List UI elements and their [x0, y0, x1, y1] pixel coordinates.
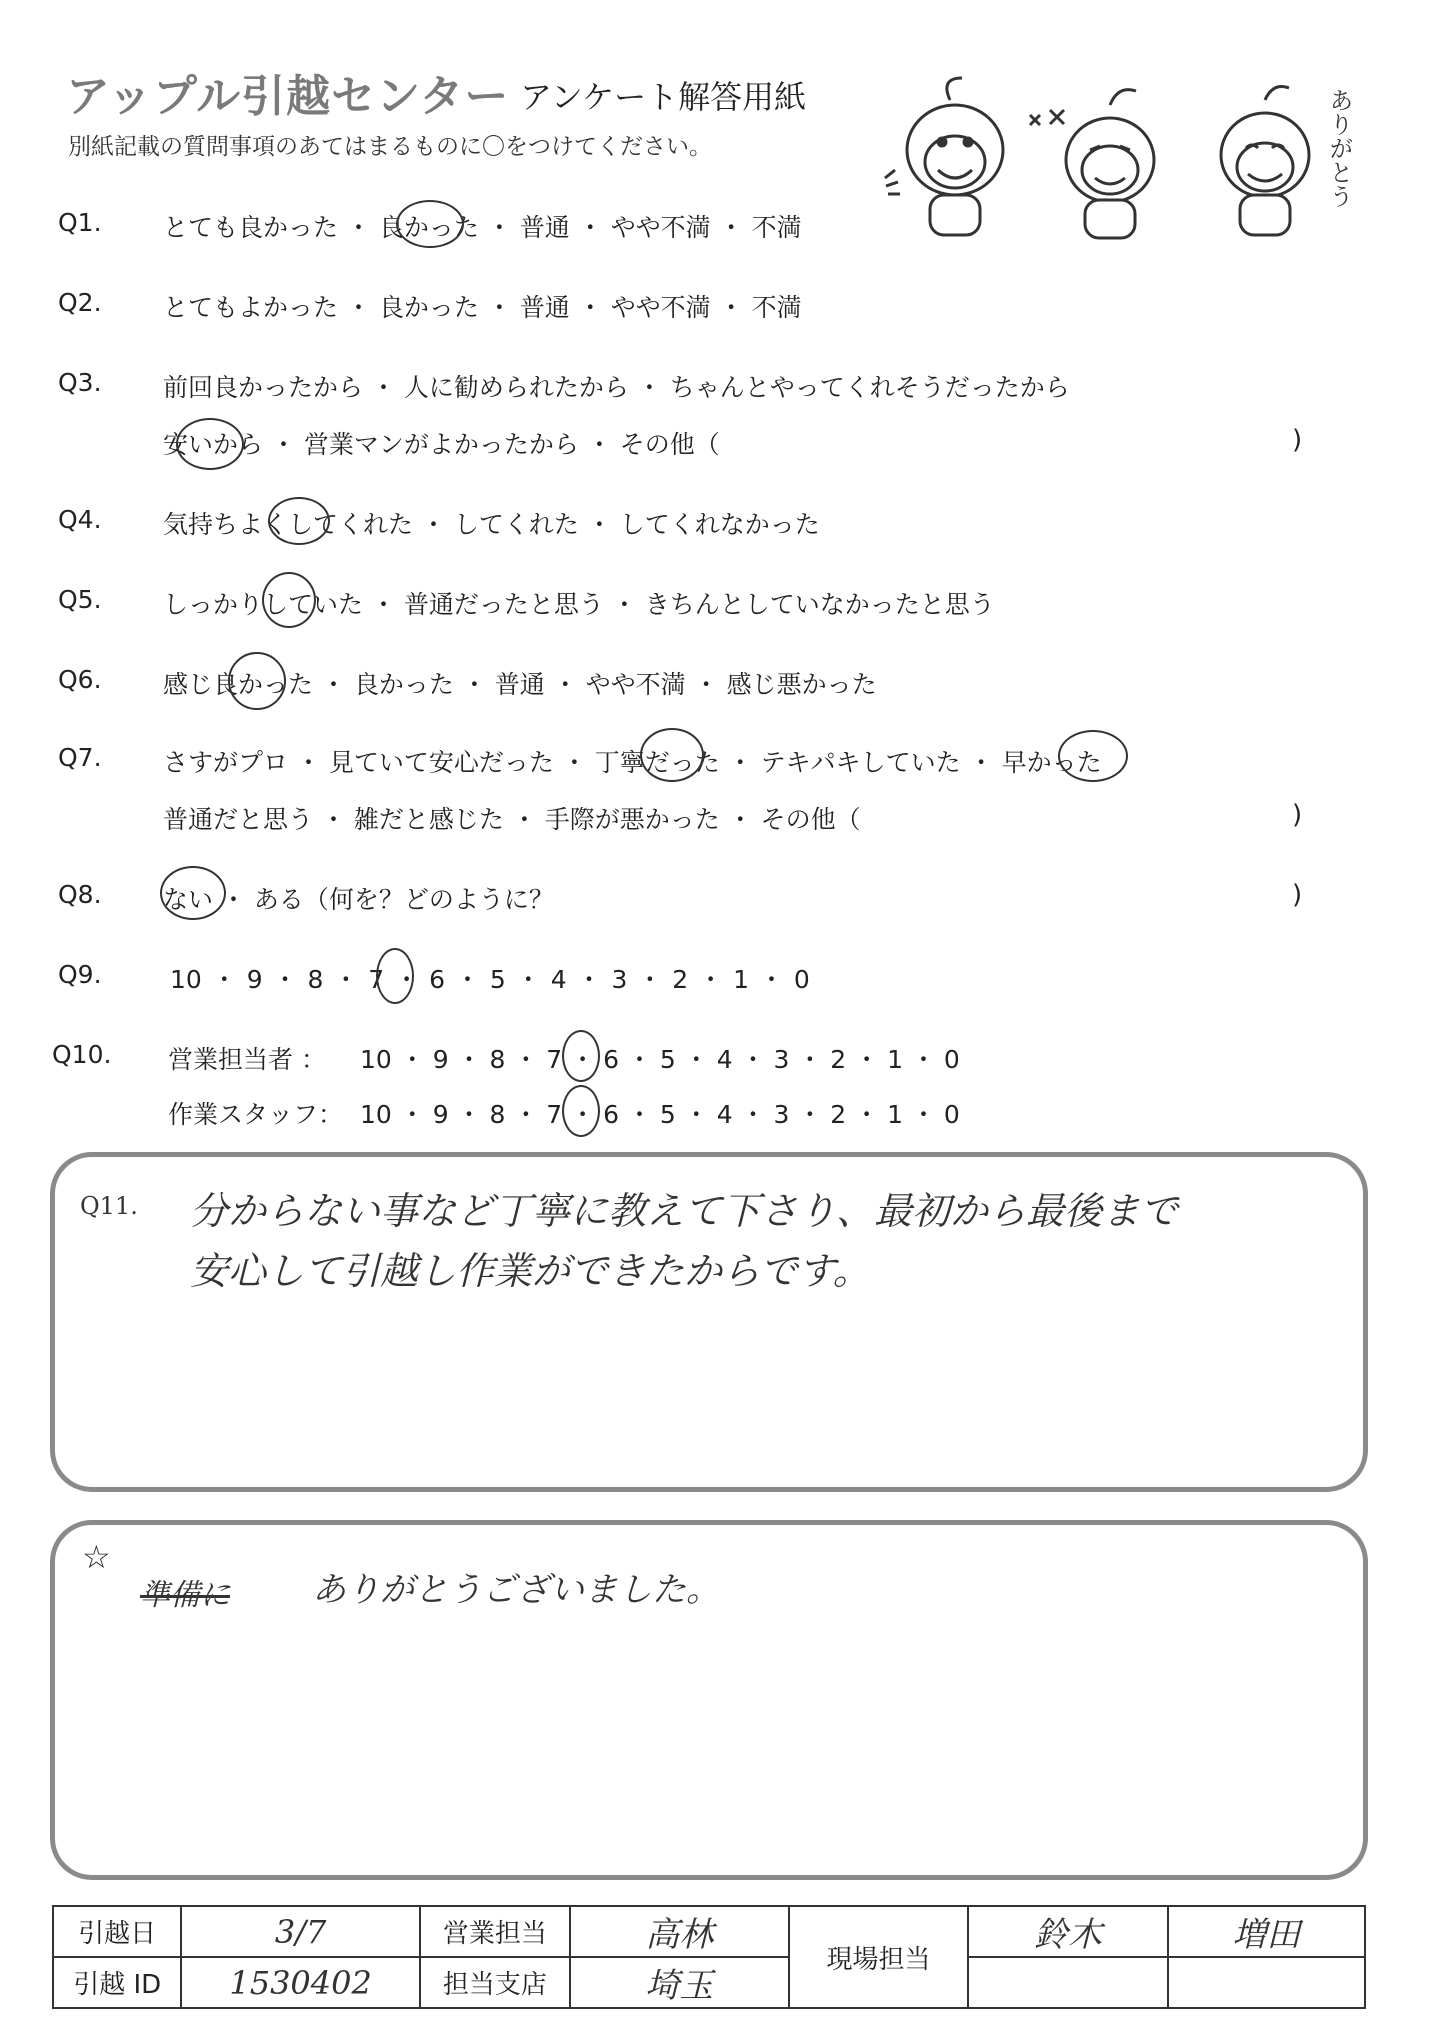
q11-label: Q11.: [80, 1192, 138, 1220]
site-staff-1: 鈴木: [968, 1906, 1167, 1957]
message-text: ありがとうございました。: [312, 1570, 720, 1610]
q4-label: Q4.: [58, 505, 102, 534]
sales-label: 営業担当: [420, 1906, 570, 1957]
q10-staff-answer-circle: [562, 1085, 600, 1137]
q10-staff-label: 作業スタッフ：: [168, 1100, 344, 1129]
q10-label: Q10.: [52, 1040, 112, 1069]
q1-answer-circle: [396, 200, 464, 248]
q6-label: Q6.: [58, 665, 102, 694]
q8-options: ない ・ ある（何を？どのように？: [163, 885, 554, 914]
q3-label: Q3.: [58, 368, 102, 397]
q10-sales-label: 営業担当者 ：: [168, 1045, 326, 1074]
q7-options-line2: 普通だと思う ・ 雑だと感じた ・ 手際が悪かった ・ その他（: [163, 805, 861, 834]
q10-sales-scale: 10 ・ 9 ・ 8 ・ 7 ・ 6 ・ 5 ・ 4 ・ 3 ・ 2 ・ 1 ・ 0: [360, 1045, 960, 1074]
q7-paren-close: ): [1292, 800, 1303, 830]
struck-text: 準備に: [140, 1578, 230, 1613]
q3-options-line1: 前回良かったから ・ 人に勧められたから ・ ちゃんとやってくれそうだったから: [163, 373, 1070, 402]
mascot-caption: ありがとう: [1325, 88, 1353, 208]
move-id-label: 引越 ID: [53, 1957, 181, 2008]
q3-answer-circle: [176, 418, 244, 470]
q4-options: 気持ちよくしてくれた ・ してくれた ・ してくれなかった: [163, 510, 820, 539]
q1-label: Q1.: [58, 208, 102, 237]
q2-label: Q2.: [58, 288, 102, 317]
q8-answer-circle: [160, 866, 226, 920]
star-icon: ☆: [82, 1538, 111, 1576]
branch-name: 埼玉: [570, 1957, 789, 2008]
q1-options: とても良かった ・ 良かった ・ 普通 ・ やや不満 ・ 不満: [163, 213, 802, 242]
q5-label: Q5.: [58, 585, 102, 614]
branch-label: 担当支店: [420, 1957, 570, 2008]
form-title: アンケート解答用紙: [520, 78, 807, 116]
move-date-value: 3/7: [181, 1906, 419, 1957]
q8-label: Q8.: [58, 880, 102, 909]
q7-label: Q7.: [58, 743, 102, 772]
q7-options-line1: さすがプロ ・ 見ていて安心だった ・ 丁寧だった ・ テキパキしていた ・ 早かった: [163, 748, 1102, 777]
move-id-value: 1530402: [181, 1957, 419, 2008]
q3-paren-close: ): [1292, 425, 1303, 455]
q10-staff-scale: 10 ・ 9 ・ 8 ・ 7 ・ 6 ・ 5 ・ 4 ・ 3 ・ 2 ・ 1 ・ 0: [360, 1100, 960, 1129]
site-label: 現場担当: [789, 1906, 969, 2008]
move-info-table: [52, 1905, 1366, 2009]
q7-answer-circle-1: [640, 728, 704, 782]
site-staff-empty-2: [1168, 1957, 1365, 2008]
q8-paren-close: ): [1292, 880, 1303, 910]
q4-answer-circle: [268, 497, 330, 545]
q5-answer-circle: [262, 572, 316, 628]
q10-sales-answer-circle: [562, 1030, 600, 1082]
company-name: アップル引越センター: [66, 71, 510, 122]
sales-name: 高林: [570, 1906, 789, 1957]
mascot-illustration: [880, 70, 1350, 250]
q5-options: しっかりしていた ・ 普通だったと思う ・ きちんとしていなかったと思う: [163, 590, 995, 619]
q2-options: とてもよかった ・ 良かった ・ 普通 ・ やや不満 ・ 不満: [163, 293, 802, 322]
q3-options-line2: 安いから ・ 営業マンがよかったから ・ その他（: [163, 430, 720, 459]
q11-comment-line1: 分からない事など丁寧に教えて下さり、最初から最後まで: [190, 1189, 1179, 1233]
q6-answer-circle: [228, 652, 286, 710]
q9-answer-circle: [376, 948, 414, 1004]
instruction-text: 別紙記載の質問事項のあてはまるものに〇をつけてください。: [68, 134, 712, 160]
q11-comment-line2: 安心して引越し作業ができたからです。: [190, 1249, 871, 1293]
site-staff-2: 増田: [1168, 1906, 1365, 1957]
q9-label: Q9.: [58, 960, 102, 989]
q6-options: 感じ良かった ・ 良かった ・ 普通 ・ やや不満 ・ 感じ悪かった: [163, 670, 877, 699]
site-staff-empty-1: [968, 1957, 1167, 2008]
q7-answer-circle-2: [1058, 730, 1128, 782]
move-date-label: 引越日: [53, 1906, 181, 1957]
q9-scale: 10 ・ 9 ・ 8 ・ 7 ・ 6 ・ 5 ・ 4 ・ 3 ・ 2 ・ 1 ・ 0: [170, 965, 810, 994]
